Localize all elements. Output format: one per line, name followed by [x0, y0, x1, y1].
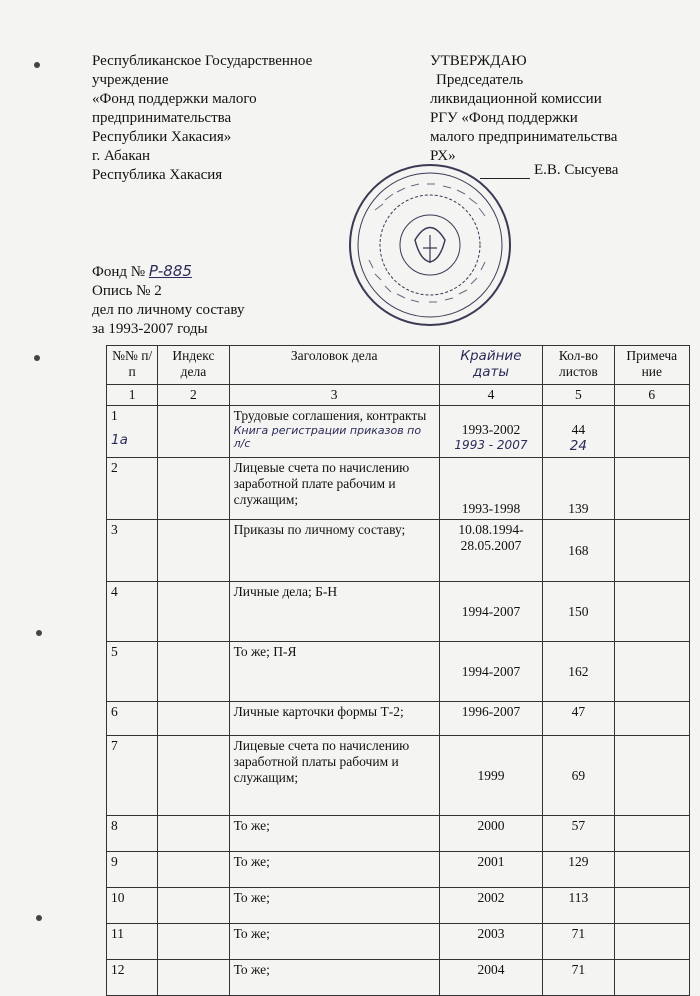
row-dates: 10.08.1994-28.05.2007: [439, 520, 543, 582]
row-number: 1: [111, 408, 118, 423]
row-count: 44: [571, 422, 586, 437]
table-row: [107, 520, 690, 582]
column-number: 2: [158, 385, 229, 406]
table-row: [107, 458, 690, 520]
row-title: Приказы по личному составу;: [229, 520, 439, 582]
fond-block: [92, 262, 392, 339]
note-cell: [614, 852, 689, 888]
inventory-table: [106, 345, 690, 996]
signer-name: Е.В. Сысуева: [534, 162, 619, 178]
count-cell: [543, 406, 614, 458]
index-cell: [158, 960, 229, 996]
note-cell: [614, 458, 689, 520]
column-number: 5: [543, 385, 614, 406]
approval-block: [430, 52, 660, 166]
index-cell: [158, 582, 229, 642]
opis-number: Опись № 2: [92, 283, 162, 299]
table-row: [107, 924, 690, 960]
row-title: Личные дела; Б-Н: [229, 582, 439, 642]
index-cell: [158, 816, 229, 852]
index-cell: [158, 642, 229, 702]
row-dates: 2003: [439, 924, 543, 960]
row-dates: 1999: [439, 736, 543, 816]
row-title: Трудовые соглашения, контракты: [233, 408, 427, 423]
row-dates: 1994-2007: [439, 642, 543, 702]
row-count: 69: [543, 736, 614, 816]
row-number: 6: [107, 702, 158, 736]
table-row: [107, 702, 690, 736]
row-count-handwritten: 24: [569, 438, 587, 454]
punch-hole-icon: [36, 630, 42, 636]
row-number: 5: [107, 642, 158, 702]
header-cell: Индекс дела: [158, 346, 229, 385]
row-number: 4: [107, 582, 158, 642]
header-cell: Кол-во листов: [543, 346, 614, 385]
row-title: Лицевые счета по начислению заработной платы рабочим и служащим;: [229, 736, 439, 816]
row-number-handwritten: 1а: [111, 432, 128, 448]
row-number: 11: [107, 924, 158, 960]
column-number: 3: [229, 385, 439, 406]
approval-line: ликвидационной комиссии: [430, 91, 602, 107]
dates-cell: [439, 406, 543, 458]
note-cell: [614, 582, 689, 642]
note-cell: [614, 702, 689, 736]
column-number-row: [107, 385, 690, 406]
row-title: То же;: [229, 960, 439, 996]
note-cell: [614, 520, 689, 582]
column-number: 4: [439, 385, 543, 406]
row-title: То же;: [229, 852, 439, 888]
index-cell: [158, 888, 229, 924]
approval-line: РГУ «Фонд поддержки: [430, 110, 578, 126]
row-number: 7: [107, 736, 158, 816]
row-count: 150: [543, 582, 614, 642]
org-line: Республики Хакасия»: [92, 129, 232, 145]
note-cell: [614, 816, 689, 852]
index-cell: [158, 406, 229, 458]
index-cell: [158, 736, 229, 816]
row-count: 71: [543, 924, 614, 960]
row-number: 9: [107, 852, 158, 888]
row-count: 139: [543, 458, 614, 520]
index-cell: [158, 924, 229, 960]
row-title: То же;: [229, 924, 439, 960]
row-title: То же;: [229, 816, 439, 852]
column-number: 6: [614, 385, 689, 406]
org-line: учреждение: [92, 72, 169, 88]
row-dates-handwritten: 1993 - 2007: [454, 438, 528, 452]
row-count: 129: [543, 852, 614, 888]
punch-hole-icon: [34, 355, 40, 361]
approval-line: Председатель: [436, 72, 524, 88]
table-row: [107, 406, 690, 458]
row-number-cell: [107, 406, 158, 458]
row-count: 47: [543, 702, 614, 736]
title-cell: [229, 406, 439, 458]
header-cell: №№ п/п: [107, 346, 158, 385]
approval-title: УТВЕРЖДАЮ: [430, 53, 527, 69]
row-title: То же;: [229, 888, 439, 924]
note-cell: [614, 736, 689, 816]
row-number: 10: [107, 888, 158, 924]
org-line: предпринимательства: [92, 110, 232, 126]
row-title: То же; П-Я: [229, 642, 439, 702]
row-title-handwritten: Книга регистрации приказов по л/с: [233, 424, 422, 450]
punch-hole-icon: [34, 62, 40, 68]
table-row: [107, 582, 690, 642]
row-number: 3: [107, 520, 158, 582]
row-dates: 2001: [439, 852, 543, 888]
row-dates: 2002: [439, 888, 543, 924]
fond-line: [92, 262, 392, 282]
table-row: [107, 960, 690, 996]
org-line: «Фонд поддержки малого: [92, 91, 257, 107]
index-cell: [158, 520, 229, 582]
row-count: 57: [543, 816, 614, 852]
note-cell: [614, 960, 689, 996]
fond-label: Фонд №: [92, 264, 146, 280]
note-cell: [614, 642, 689, 702]
org-line: Республика Хакасия: [92, 167, 223, 183]
row-count: 168: [543, 520, 614, 582]
row-count: 162: [543, 642, 614, 702]
org-line: Республиканское Государственное: [92, 53, 313, 69]
column-number: 1: [107, 385, 158, 406]
row-dates: 1993-1998: [439, 458, 543, 520]
punch-hole-icon: [36, 915, 42, 921]
table-row: [107, 888, 690, 924]
header-cell: Крайние даты: [439, 346, 543, 385]
approval-line: малого предпринимательства: [430, 129, 618, 145]
opis-years: за 1993-2007 годы: [92, 321, 208, 337]
row-count: 113: [543, 888, 614, 924]
row-number: 8: [107, 816, 158, 852]
table-header-row: [107, 346, 690, 385]
table-row: [107, 852, 690, 888]
table-row: [107, 816, 690, 852]
header-cell: Примеча ние: [614, 346, 689, 385]
index-cell: [158, 852, 229, 888]
row-count: 71: [543, 960, 614, 996]
approval-line: РХ»: [430, 148, 456, 164]
table-row: [107, 736, 690, 816]
row-number: 12: [107, 960, 158, 996]
row-number: 2: [107, 458, 158, 520]
row-title: Лицевые счета по начислению заработной плате рабочим и служащим;: [229, 458, 439, 520]
note-cell: [614, 888, 689, 924]
header-cell: Заголовок дела: [229, 346, 439, 385]
opis-description: дел по личному составу: [92, 302, 245, 318]
note-cell: [614, 924, 689, 960]
note-cell: [614, 406, 689, 458]
row-dates: 2004: [439, 960, 543, 996]
row-dates: 1996-2007: [439, 702, 543, 736]
fond-number: Р-885: [148, 262, 192, 280]
row-dates: 1993-2002: [461, 422, 521, 437]
row-title: Личные карточки формы Т-2;: [229, 702, 439, 736]
table-row: [107, 642, 690, 702]
row-dates: 1994-2007: [439, 582, 543, 642]
index-cell: [158, 702, 229, 736]
index-cell: [158, 458, 229, 520]
org-line: г. Абакан: [92, 148, 151, 164]
row-dates: 2000: [439, 816, 543, 852]
